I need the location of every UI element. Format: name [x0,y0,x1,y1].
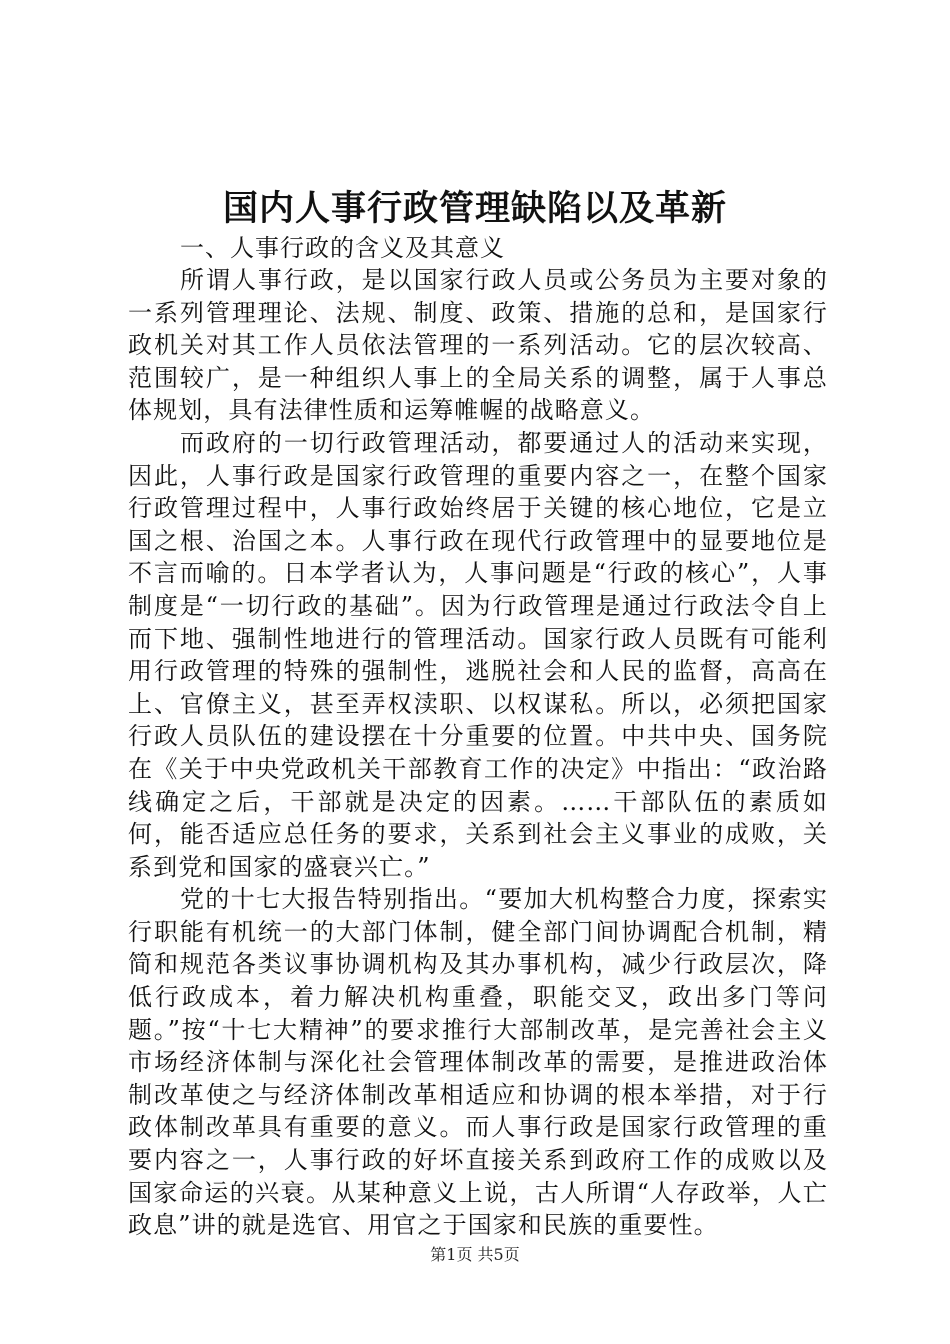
paragraph-1: 所谓人事行政，是以国家行政人员或公务员为主要对象的一系列管理理论、法规、制度、政策、措施的总和，是国家行政机关对其工作人员依法管理的一系列活动。它的层次较高、范围较广，是一种组织人事上的全局关系的调整，属于人事总体规划，具有法律性质和运筹帷幄的战略意义。 [128,266,828,425]
paragraph-2: 而政府的一切行政管理活动，都要通过人的活动来实现，因此，人事行政是国家行政管理的重要内容之一，在整个国家行政管理过程中，人事行政始终居于关键的核心地位，它是立国之根、治国之本。人事行政在现代行政管理中的显要地位是不言而喻的。日本学者认为，人事问题是“行政的核心”，人事制度是“一切行政的基础”。因为行政管理是通过行政法令自上而下地、强制性地进行的管理活动。国家行政人员既有可能利用行政管理的特殊的强制性，逃脱社会和人民的监督，高高在上、官僚主义，甚至弄权渎职、以权谋私。所以，必须把国家行政人员队伍的建设摆在十分重要的位置。中共中央、国务院在《关于中央党政机关干部教育工作的决定》中指出：“政治路线确定之后，干部就是决定的因素。……干部队伍的素质如何，能否适应总任务的要求，关系到社会主义事业的成败，关系到党和国家的盛衰兴亡。” [128,428,828,881]
section-heading: 一、人事行政的含义及其意义 [180,234,505,262]
page-footer: 第1页 共5页 [430,1245,520,1264]
paragraph-3: 党的十七大报告特别指出。“要加大机构整合力度，探索实行职能有机统一的大部门体制，健全部门间协调配合机制，精简和规范各类议事协调机构及其办事机构，减少行政层次，降低行政成本，着力解决机构重叠，职能交叉，政出多门等问题。”按“十七大精神”的要求推行大部制改革，是完善社会主义市场经济体制与深化社会管理体制改革的需要，是推进政治体制改革使之与经济体制改革相适应和协调的根本举措，对于行政体制改革具有重要的意义。而人事行政是国家行政管理的重要内容之一，人事行政的好坏直接关系到政府工作的成败以及国家命运的兴衰。从某种意义上说，古人所谓“人存政举，人亡政息”讲的就是选官、用官之于国家和民族的重要性。 [128,885,828,1240]
document-title: 国内人事行政管理缺陷以及革新 [222,188,727,229]
document-body [128,232,828,1242]
